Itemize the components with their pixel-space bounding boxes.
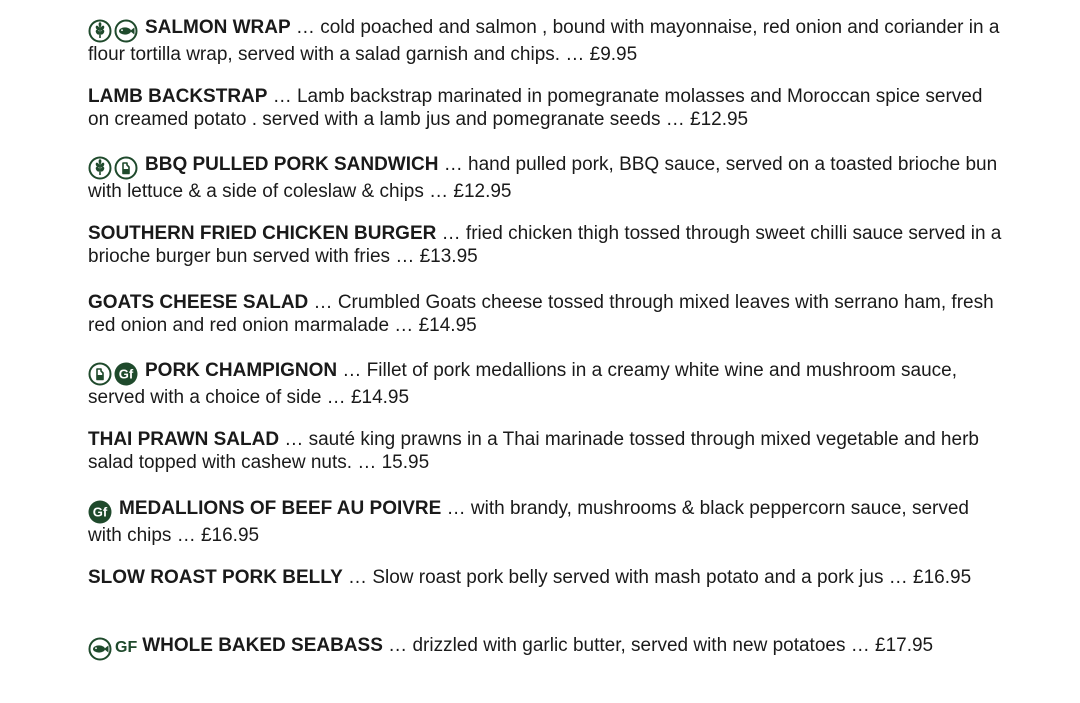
- gf-circle-label: Gf: [118, 366, 134, 382]
- item-description: … Slow roast pork belly served with mash potato and a pork jus … £16.95: [342, 566, 972, 588]
- gluten-free-badge-icon: [88, 500, 112, 524]
- menu-item: [88, 153, 1008, 203]
- item-name: WHOLE BAKED SEABASS: [142, 635, 383, 657]
- dietary-icons: [88, 500, 114, 524]
- fish-icon: [88, 637, 112, 661]
- item-description: … Crumbled Goats cheese tossed through mixed leaves with serrano ham, fresh red onion and red onion marmalade … £14.95: [88, 291, 994, 336]
- item-description: … with brandy, mushrooms & black peppercorn sauce, served with chips … £16.95: [88, 497, 969, 546]
- item-name: SOUTHERN FRIED CHICKEN BURGER: [88, 223, 437, 245]
- gf-circle-label: Gf: [92, 504, 108, 520]
- dietary-icons: [88, 19, 140, 43]
- item-name: LAMB BACKSTRAP: [88, 85, 268, 107]
- wheat-icon: [88, 19, 112, 43]
- item-description: … drizzled with garlic butter, served with new potatoes … £17.95: [382, 635, 934, 657]
- item-name: SLOW ROAST PORK BELLY: [88, 566, 343, 588]
- item-description: … Lamb backstrap marinated in pomegranate molasses and Moroccan spice served on creamed potato . served with a lamb jus and pomegranate seeds … £12.95: [88, 85, 983, 130]
- milk-icon: [88, 362, 112, 386]
- dietary-icons: [88, 637, 137, 661]
- item-name: SALMON WRAP: [145, 17, 291, 38]
- menu-item: [88, 222, 1008, 268]
- item-name: PORK CHAMPIGNON: [145, 360, 338, 382]
- item-description: … cold poached and salmon , bound with mayonnaise, red onion and coriander in a flour tortilla wrap, served with a salad garnish and chips. … £9.95: [88, 17, 1000, 65]
- menu-item: [88, 85, 1008, 131]
- item-name: BBQ PULLED PORK SANDWICH: [145, 154, 439, 176]
- menu-item: [88, 359, 1008, 409]
- menu-item: [88, 16, 1008, 65]
- milk-icon: [114, 156, 138, 180]
- menu-item: [88, 291, 1008, 337]
- dietary-icons: [88, 156, 140, 180]
- menu-item: [88, 497, 1008, 546]
- gf-label: GF: [115, 639, 138, 657]
- menu-list: [88, 16, 1008, 703]
- item-description: … hand pulled pork, BBQ sauce, served on a toasted brioche bun with lettuce & a side of coleslaw & chips … £12.95: [88, 154, 998, 203]
- menu-item: [88, 634, 1008, 680]
- item-description: … fried chicken thigh tossed through sweet chilli sauce served in a brioche burger bun served with fries … £13.95: [88, 223, 1002, 268]
- wheat-icon: [88, 156, 112, 180]
- dietary-icons: [88, 362, 140, 386]
- item-name: THAI PRAWN SALAD: [88, 429, 280, 451]
- menu-item: [88, 566, 1008, 612]
- item-description: … Fillet of pork medallions in a creamy white wine and mushroom sauce, served with a choice of side … £14.95: [88, 360, 957, 409]
- fish-icon: [114, 19, 138, 43]
- menu-item: [88, 428, 1008, 474]
- item-name: MEDALLIONS OF BEEF AU POIVRE: [119, 497, 442, 519]
- item-name: GOATS CHEESE SALAD: [88, 291, 309, 313]
- gluten-free-badge-icon: [114, 362, 138, 386]
- item-description: … sauté king prawns in a Thai marinade tossed through mixed vegetable and herb salad topped with cashew nuts. … 15.95: [88, 429, 979, 474]
